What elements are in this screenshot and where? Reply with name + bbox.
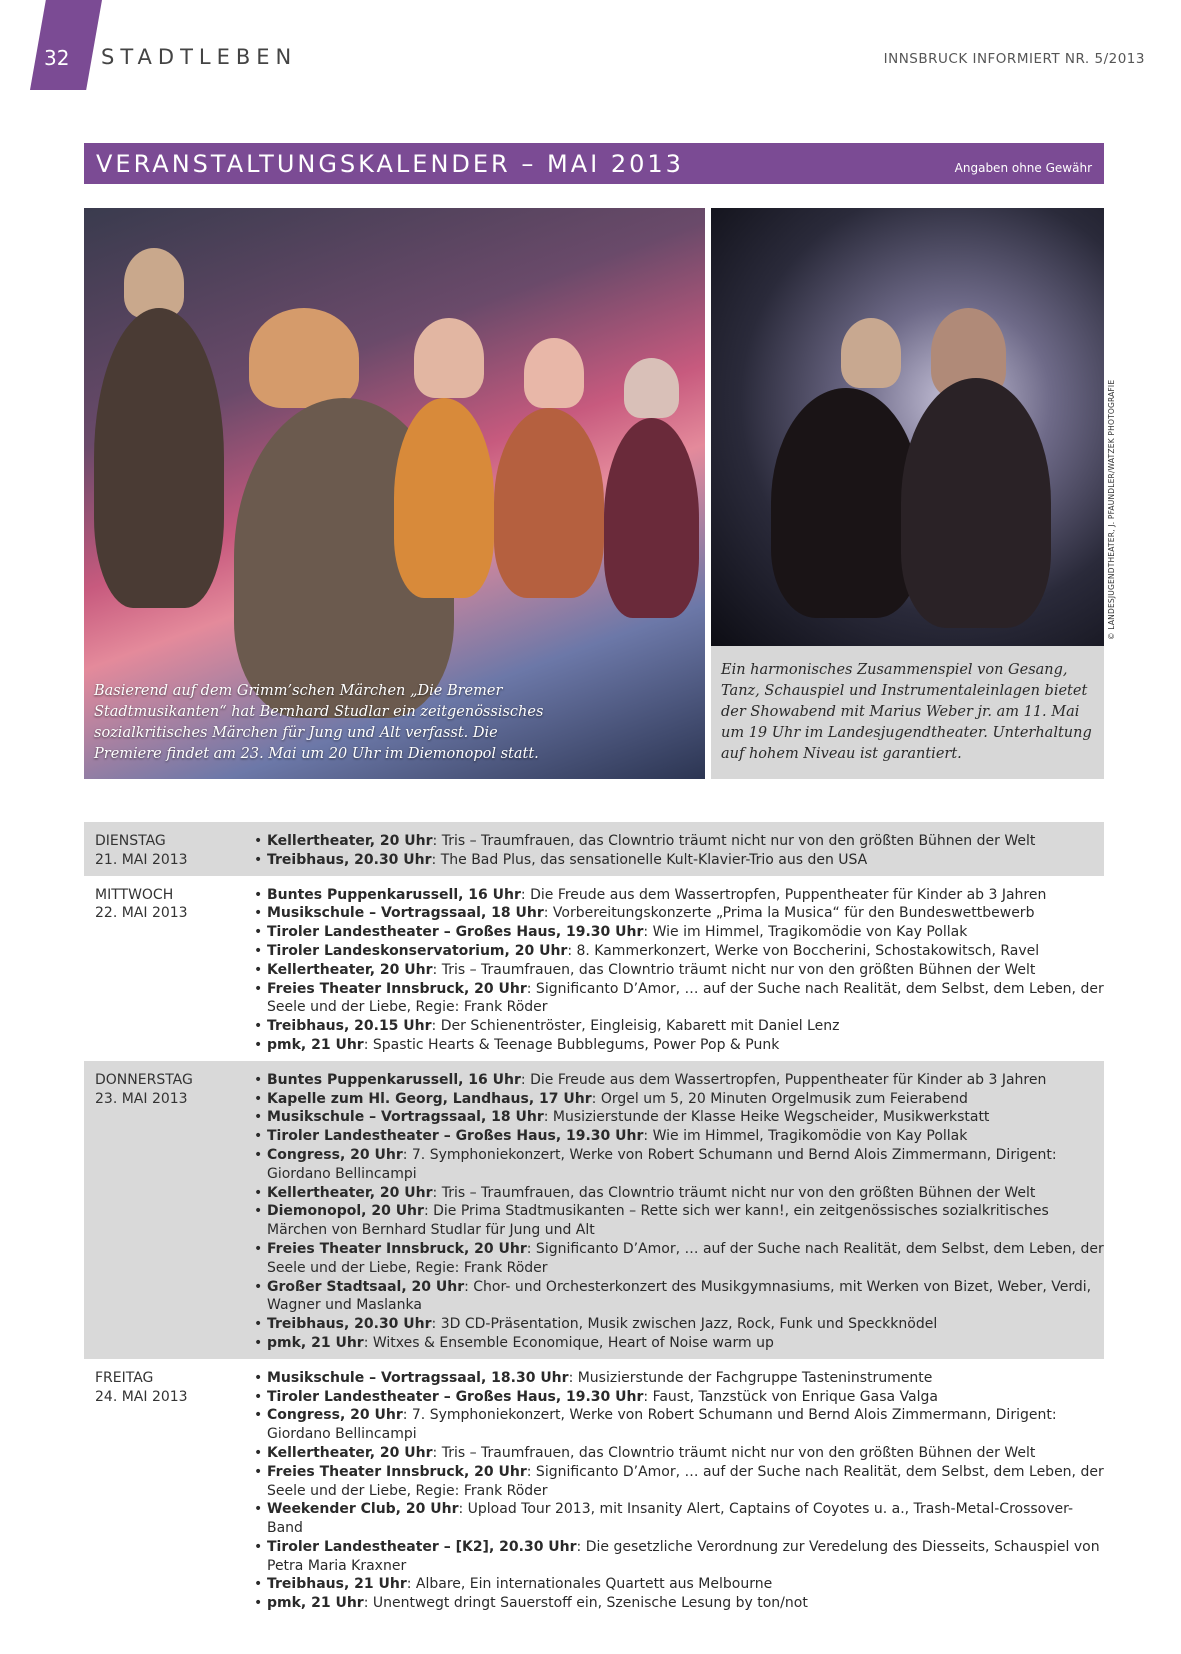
weekday: DONNERSTAG (95, 1071, 193, 1088)
event-venue: Kellertheater, 20 Uhr (267, 1444, 433, 1461)
figure-body (604, 418, 699, 618)
weekday: FREITAG (95, 1369, 154, 1386)
photo-credit: © LANDESJUGENDTHEATER, J. PFAUNDLER/WATZEK PHOTOGRAFIE (1107, 379, 1116, 640)
event-desc: : 8. Kammerkonzert, Werke von Boccherini, Schostakowitsch, Ravel (567, 942, 1040, 959)
event-list (254, 1071, 1104, 1353)
event-desc: : 7. Symphoniekonzert, Werke von Robert Schumann und Bernd Alois Zimmermann, Dirigent: Giordano Bellincampi (267, 1407, 1057, 1443)
event-item (254, 851, 1104, 870)
event-venue: Diemonopol, 20 Uhr (267, 1203, 424, 1220)
event-venue: Kapelle zum Hl. Georg, Landhaus, 17 Uhr (267, 1090, 592, 1107)
event-venue: Kellertheater, 20 Uhr (267, 833, 433, 849)
event-item (254, 923, 1104, 942)
event-venue: Congress, 20 Uhr (267, 1146, 403, 1163)
event-venue: Tiroler Landestheater – [K2], 20.30 Uhr (267, 1538, 577, 1555)
figure-head (249, 308, 359, 408)
day-block (84, 876, 1104, 1061)
event-item (254, 1406, 1104, 1444)
event-desc: : Tris – Traumfrauen, das Clowntrio träumt nicht nur von den größten Bühnen der Welt (432, 1184, 1036, 1201)
event-list (254, 832, 1104, 870)
event-item (254, 1538, 1104, 1576)
event-item (254, 1278, 1104, 1316)
photo-showabend (711, 208, 1104, 646)
event-venue: Kellertheater, 20 Uhr (267, 1184, 433, 1201)
date: 21. MAI 2013 (95, 851, 188, 868)
event-venue: Treibhaus, 20.30 Uhr (267, 1316, 432, 1333)
event-desc: : Der Schienentröster, Eingleisig, Kabarett mit Daniel Lenz (431, 1018, 840, 1035)
event-desc: : Significanto D’Amor, … auf der Suche nach Realität, dem Selbst, dem Leben, der Seele und der Liebe, Regie: Frank Röder (267, 980, 1104, 1016)
event-desc: : Faust, Tanzstück von Enrique Gasa Valga (643, 1388, 938, 1405)
event-desc: : Orgel um 5, 20 Minuten Orgelmusik zum Feierabend (591, 1090, 968, 1107)
event-venue: Buntes Puppenkarussell, 16 Uhr (267, 886, 521, 903)
event-venue: Tiroler Landestheater – Großes Haus, 19.30 Uhr (267, 1388, 644, 1405)
event-item (254, 1369, 1104, 1388)
event-item (254, 1071, 1104, 1090)
disclaimer-note: Angaben ohne Gewähr (954, 161, 1092, 175)
event-item (254, 1594, 1104, 1613)
event-venue: Tiroler Landestheater – Großes Haus, 19.30 Uhr (267, 1128, 644, 1145)
event-item (254, 886, 1104, 905)
event-desc: : Witxes & Ensemble Economique, Heart of Noise warm up (363, 1334, 774, 1351)
event-desc: : Tris – Traumfrauen, das Clowntrio träumt nicht nur von den größten Bühnen der Welt (432, 1444, 1036, 1461)
event-desc: : Vorbereitungskonzerte „Prima la Musica“ für den Bundeswettbewerb (543, 905, 1035, 922)
event-venue: Weekender Club, 20 Uhr (267, 1501, 459, 1518)
event-venue: Freies Theater Innsbruck, 20 Uhr (267, 980, 527, 997)
event-venue: Freies Theater Innsbruck, 20 Uhr (267, 1463, 527, 1480)
event-desc: : Wie im Himmel, Tragikomödie von Kay Pollak (643, 1128, 968, 1145)
event-calendar (84, 822, 1104, 1619)
event-item (254, 1090, 1104, 1109)
title-bar (84, 143, 1104, 184)
event-item (254, 1202, 1104, 1240)
event-venue: Treibhaus, 20.30 Uhr (267, 851, 432, 868)
event-venue: Congress, 20 Uhr (267, 1407, 403, 1424)
event-desc: : Musizierstunde der Klasse Heike Wegscheider, Musikwerkstatt (543, 1109, 990, 1126)
event-desc: : Die Freude aus dem Wassertropfen, Puppentheater für Kinder ab 3 Jahren (520, 1071, 1047, 1088)
day-block (84, 822, 1104, 876)
event-item (254, 1334, 1104, 1353)
figure-head (624, 358, 679, 418)
event-item (254, 961, 1104, 980)
event-venue: Treibhaus, 21 Uhr (267, 1576, 407, 1593)
date: 22. MAI 2013 (95, 905, 188, 922)
event-venue: pmk, 21 Uhr (267, 1334, 364, 1351)
event-desc: : Wie im Himmel, Tragikomödie von Kay Pollak (643, 924, 968, 941)
event-venue: Großer Stadtsaal, 20 Uhr (267, 1278, 465, 1295)
event-venue: Treibhaus, 20.15 Uhr (267, 1018, 432, 1035)
event-item (254, 1315, 1104, 1334)
date: 24. MAI 2013 (95, 1388, 188, 1405)
section-title: STADTLEBEN (101, 45, 298, 69)
event-item (254, 1184, 1104, 1203)
event-venue: Musikschule – Vortragssaal, 18 Uhr (267, 905, 544, 922)
event-desc: : Upload Tour 2013, mit Insanity Alert, Captains of Coyotes u. a., Trash-Metal-Crossover-Band (267, 1501, 1074, 1537)
event-venue: pmk, 21 Uhr (267, 1595, 364, 1612)
event-desc: : 7. Symphoniekonzert, Werke von Robert Schumann und Bernd Alois Zimmermann, Dirigent: Giordano Bellincampi (267, 1146, 1057, 1182)
event-desc: : 3D CD-Präsentation, Musik zwischen Jazz, Rock, Funk und Speckknödel (431, 1316, 938, 1333)
event-desc: : Die Prima Stadtmusikanten – Rette sich wer kann!, ein zeitgenössisches sozialkritisches Märchen von Bernhard Studlar für Jung und Alt (267, 1203, 1049, 1239)
caption-box-right (711, 646, 1104, 779)
page-tab (30, 0, 102, 90)
photo-stadtmusikanten (84, 208, 705, 779)
event-venue: Musikschule – Vortragssaal, 18 Uhr (267, 1109, 544, 1126)
event-desc: : Unentwegt dringt Sauerstoff ein, Szenische Lesung by ton/not (363, 1595, 808, 1612)
event-venue: Kellertheater, 20 Uhr (267, 961, 433, 978)
day-label (95, 832, 188, 870)
event-desc: : Significanto D’Amor, … auf der Suche nach Realität, dem Selbst, dem Leben, der Seele und der Liebe, Regie: Frank Röder (267, 1240, 1104, 1276)
calendar-title: VERANSTALTUNGSKALENDER – MAI 2013 (96, 150, 684, 178)
event-venue: Tiroler Landestheater – Großes Haus, 19.30 Uhr (267, 924, 644, 941)
figure-head (524, 338, 584, 408)
event-item (254, 1444, 1104, 1463)
event-desc: : Die Freude aus dem Wassertropfen, Puppentheater für Kinder ab 3 Jahren (520, 886, 1047, 903)
event-item (254, 1575, 1104, 1594)
weekday: DIENSTAG (95, 833, 166, 849)
figure-body (901, 378, 1051, 628)
event-list (254, 886, 1104, 1055)
event-item (254, 1146, 1104, 1184)
date: 23. MAI 2013 (95, 1090, 188, 1107)
event-item (254, 1017, 1104, 1036)
event-item (254, 980, 1104, 1018)
event-item (254, 1127, 1104, 1146)
day-block (84, 1359, 1104, 1619)
event-desc: : Die gesetzliche Verordnung zur Veredelung des Diesseits, Schauspiel von Petra Maria Kraxner (267, 1538, 1100, 1574)
event-desc: : Musizierstunde der Fachgruppe Tasteninstrumente (568, 1369, 933, 1386)
event-item (254, 1463, 1104, 1501)
day-block (84, 1061, 1104, 1359)
event-desc: : Tris – Traumfrauen, das Clowntrio träumt nicht nur von den größten Bühnen der Welt (432, 833, 1036, 849)
event-item (254, 1108, 1104, 1127)
day-label (95, 886, 188, 924)
figure-body (494, 408, 604, 598)
event-venue: Freies Theater Innsbruck, 20 Uhr (267, 1240, 527, 1257)
event-desc: : Tris – Traumfrauen, das Clowntrio träumt nicht nur von den größten Bühnen der Welt (432, 961, 1036, 978)
event-item (254, 942, 1104, 961)
event-desc: : The Bad Plus, das sensationelle Kult-Klavier-Trio aus den USA (431, 851, 868, 868)
event-item (254, 904, 1104, 923)
event-item (254, 1388, 1104, 1407)
event-item (254, 1500, 1104, 1538)
event-desc: : Albare, Ein internationales Quartett aus Melbourne (406, 1576, 773, 1593)
event-venue: Musikschule – Vortragssaal, 18.30 Uhr (267, 1369, 569, 1386)
event-item (254, 1036, 1104, 1055)
page-number: 32 (44, 46, 70, 70)
figure-body (394, 398, 494, 598)
event-venue: Buntes Puppenkarussell, 16 Uhr (267, 1071, 521, 1088)
figure-body (94, 308, 224, 608)
event-item (254, 1240, 1104, 1278)
issue-label: INNSBRUCK INFORMIERT NR. 5/2013 (883, 51, 1145, 67)
event-item (254, 832, 1104, 851)
event-list (254, 1369, 1104, 1613)
event-venue: pmk, 21 Uhr (267, 1036, 364, 1053)
photo-caption-left: Basierend auf dem Grimm’schen Märchen „Die Bremer Stadtmusikanten“ hat Bernhard Studlar ein zeitgenössisches sozialkritisches Märchen für Jung und Alt verfasst. Die Premiere findet am 23. Mai um 20 Uhr im Diemonopol statt. (94, 683, 544, 762)
figure-head (841, 318, 901, 388)
day-label (95, 1369, 188, 1407)
photo-caption-right: Ein harmonisches Zusammenspiel von Gesang, Tanz, Schauspiel und Instrumentaleinlagen bietet der Showabend mit Marius Weber jr. am 11. Mai um 19 Uhr im Landesjugendtheater. Unterhaltung auf hohem Niveau ist garantiert. (721, 662, 1092, 762)
event-desc: : Significanto D’Amor, … auf der Suche nach Realität, dem Selbst, dem Leben, der Seele und der Liebe, Regie: Frank Röder (267, 1463, 1104, 1499)
weekday: MITTWOCH (95, 886, 174, 903)
event-desc: : Chor- und Orchesterkonzert des Musikgymnasiums, mit Werken von Bizet, Weber, Verdi, Wagner und Maslanka (267, 1278, 1092, 1314)
day-label (95, 1071, 193, 1109)
figure-body (771, 388, 921, 618)
event-desc: : Spastic Hearts & Teenage Bubblegums, Power Pop & Punk (363, 1036, 780, 1053)
event-venue: Tiroler Landeskonservatorium, 20 Uhr (267, 942, 568, 959)
figure-head (414, 318, 484, 398)
